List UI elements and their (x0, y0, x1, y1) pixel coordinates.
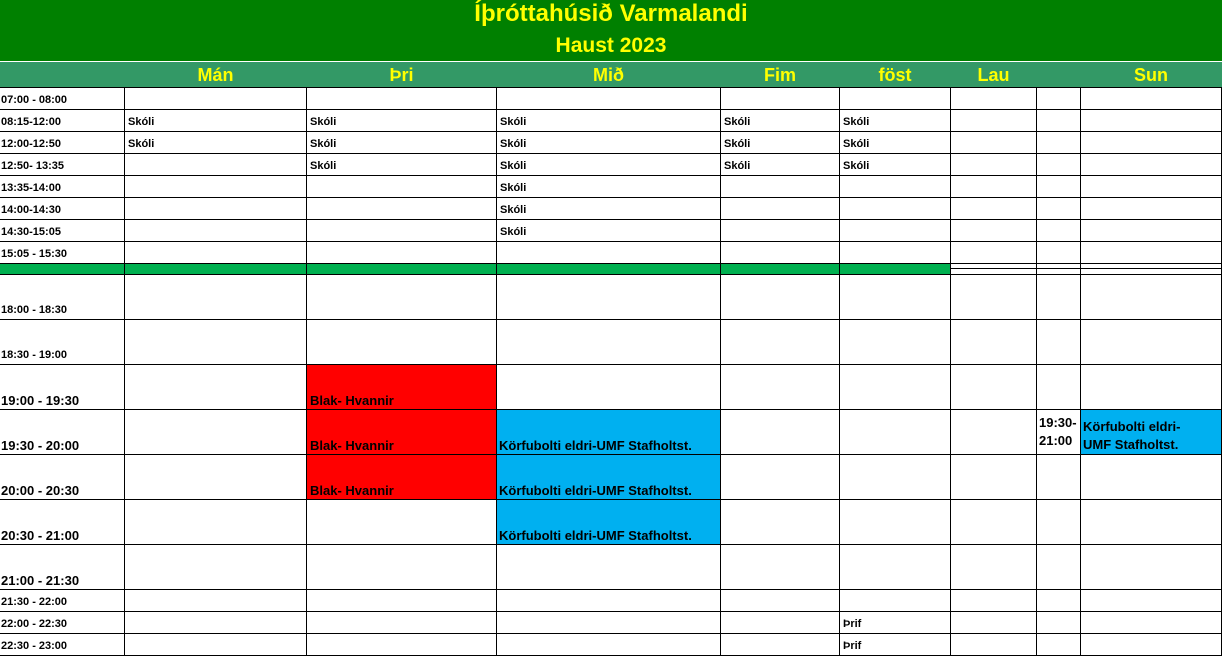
skoli-thu-1: Skóli (724, 116, 751, 128)
time-label: 18:00 - 18:30 (1, 304, 68, 316)
row-divider (0, 364, 1222, 365)
skoli-tue-1: Skóli (310, 116, 337, 128)
time-label: 14:00-14:30 (1, 204, 61, 216)
korfubolti-entry-2: Körfubolti eldri-UMF Stafholtst. (499, 483, 692, 498)
column-divider (496, 87, 497, 656)
skoli-thu-3: Skóli (724, 160, 751, 172)
thrif-entry-1: Þrif (843, 618, 862, 630)
blak-entry-3: Blak- Hvannir (310, 483, 394, 498)
skoli-thu-2: Skóli (724, 138, 751, 150)
sun-time-line1: 19:30- (1039, 415, 1077, 430)
time-label: 12:50- 13:35 (1, 160, 64, 172)
time-label: 14:30-15:05 (1, 226, 61, 238)
skoli-fri-1: Skóli (843, 116, 870, 128)
row-divider (0, 175, 1222, 176)
row-divider (0, 109, 1222, 110)
blak-entry-1: Blak- Hvannir (310, 393, 394, 408)
korfubolti-sun-line1: Körfubolti eldri- (1083, 419, 1181, 434)
time-label: 22:00 - 22:30 (1, 618, 68, 630)
time-label: 08:15-12:00 (1, 116, 61, 128)
korfubolti-wed-fill (497, 410, 720, 544)
row-divider (0, 219, 1222, 220)
row-divider (0, 197, 1222, 198)
time-label: 20:30 - 21:00 (1, 528, 80, 543)
skoli-wed-5: Skóli (500, 204, 527, 216)
row-divider (0, 263, 1222, 264)
skoli-fri-3: Skóli (843, 160, 870, 172)
skoli-mon-2: Skóli (128, 138, 155, 150)
korfubolti-sun-line2: UMF Stafholtst. (1083, 437, 1179, 452)
day-header-fri: föst (878, 65, 912, 85)
day-header-mon: Mán (197, 65, 234, 85)
column-divider (950, 87, 951, 656)
row-divider (0, 499, 1222, 500)
time-label: 12:00-12:50 (1, 138, 61, 150)
column-divider (720, 87, 721, 656)
time-label: 21:00 - 21:30 (1, 573, 80, 588)
skoli-wed-3: Skóli (500, 160, 527, 172)
page-title: Íþróttahúsið Varmalandi (474, 0, 748, 27)
skoli-fri-2: Skóli (843, 138, 870, 150)
day-header-sat: Lau (977, 65, 1010, 85)
time-label: 19:30 - 20:00 (1, 438, 80, 453)
column-divider (839, 87, 840, 656)
row-divider (0, 409, 1222, 410)
row-divider (0, 544, 1222, 545)
column-divider (1036, 87, 1037, 656)
time-label: 18:30 - 19:00 (1, 349, 68, 361)
row-divider (0, 611, 1222, 612)
skoli-tue-3: Skóli (310, 160, 337, 172)
skoli-wed-1: Skóli (500, 116, 527, 128)
time-label: 19:00 - 19:30 (1, 393, 80, 408)
break-separator (0, 263, 950, 274)
row-divider (0, 131, 1222, 132)
korfubolti-entry-1: Körfubolti eldri-UMF Stafholtst. (499, 438, 692, 453)
column-divider (306, 87, 307, 656)
row-divider (0, 87, 1222, 88)
day-header-wed: Mið (593, 65, 624, 85)
skoli-wed-4: Skóli (500, 182, 527, 194)
skoli-wed-6: Skóli (500, 226, 527, 238)
day-header-tue: Þri (389, 65, 414, 85)
row-divider (950, 268, 1222, 269)
row-divider (0, 319, 1222, 320)
blak-fill (307, 365, 496, 499)
row-divider (0, 241, 1222, 242)
time-label: 07:00 - 08:00 (1, 94, 68, 106)
korfubolti-entry-3: Körfubolti eldri-UMF Stafholtst. (499, 528, 692, 543)
row-divider (0, 153, 1222, 154)
time-label: 21:30 - 22:00 (1, 596, 68, 608)
page-subtitle: Haust 2023 (555, 34, 667, 57)
row-divider (0, 589, 1222, 590)
blak-entry-2: Blak- Hvannir (310, 438, 394, 453)
column-divider (1080, 87, 1081, 656)
time-label: 20:00 - 20:30 (1, 483, 80, 498)
time-label: 22:30 - 23:00 (1, 640, 68, 652)
row-divider (0, 454, 1222, 455)
skoli-mon-1: Skóli (128, 116, 155, 128)
thrif-entry-2: Þrif (843, 640, 862, 652)
sun-time-line2: 21:00 (1039, 433, 1073, 448)
day-header-thu: Fim (763, 65, 796, 85)
time-label: 13:35-14:00 (1, 182, 61, 194)
row-divider (0, 274, 1222, 275)
skoli-wed-2: Skóli (500, 138, 527, 150)
column-divider (1221, 87, 1222, 656)
time-label: 15:05 - 15:30 (1, 248, 68, 260)
skoli-tue-2: Skóli (310, 138, 337, 150)
row-divider (0, 633, 1222, 634)
column-divider (124, 87, 125, 656)
day-header-sun: Sun (1134, 65, 1168, 85)
